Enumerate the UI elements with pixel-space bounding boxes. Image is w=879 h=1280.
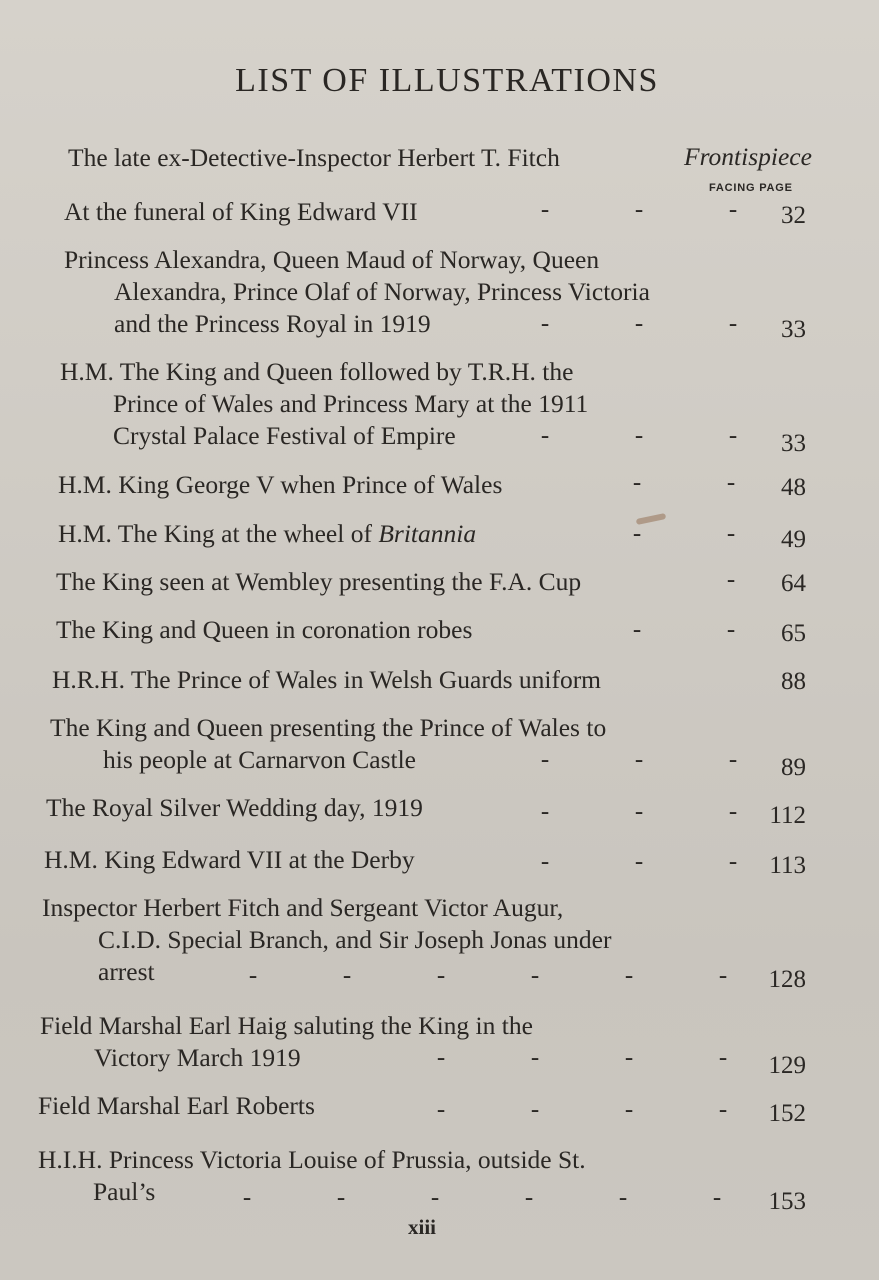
leader-dashes: - - - [540,798,738,825]
page-title: LIST OF ILLUSTRATIONS [235,62,659,99]
list-item: H.M. King Edward VII at the Derby [44,845,415,874]
folio-number: xiii [407,1215,436,1239]
leader-dashes: - - - - [436,1044,728,1071]
page-number: 33 [781,316,806,343]
leader-dashes: - - - - - - [242,1184,722,1211]
list-item: Princess Alexandra, Queen Maud of Norway, Queen Alexandra, Prince Olaf of Norway, Princess Victoria and the Princess Royal in 1919 [64,245,650,338]
page-number: 32 [781,202,806,229]
page-number: 89 [781,754,806,781]
list-item: H.R.H. The Prince of Wales in Welsh Guards uniform [52,665,602,694]
page-number: 88 [781,668,806,695]
list-item: The Royal Silver Wedding day, 1919 [46,793,423,822]
page-number: 65 [781,620,806,647]
list-item: The King and Queen in coronation robes [56,615,473,644]
list-item: Field Marshal Earl Haig saluting the King in the Victory March 1919 [40,1011,533,1072]
page-number: 152 [768,1100,806,1127]
leader-dashes: - [726,566,736,593]
list-item: The King and Queen presenting the Prince of Wales to his people at Carnarvon Castle [50,713,607,774]
leader-dashes: - - - [540,746,738,773]
page-number: 48 [781,474,806,501]
leader-dashes: - - - [540,848,738,875]
list-item: At the funeral of King Edward VII [64,197,418,226]
leader-dashes: - - - - - - [248,962,728,989]
page-number: 112 [769,802,806,829]
leader-dashes: - - - [540,422,738,449]
page-number: 128 [768,966,806,993]
facing-page-label: FACING PAGE [709,182,793,194]
leader-dashes: - - - - [436,1096,728,1123]
list-item: The King seen at Wembley presenting the F.A. Cup [56,567,582,596]
page-number: 153 [768,1188,806,1215]
frontispiece-caption: The late ex-Detective-Inspector Herbert T. Fitch [68,143,560,172]
list-item: Inspector Herbert Fitch and Sergeant Victor Augur, C.I.D. Special Branch, and Sir Joseph Jonas under arrest [42,893,612,986]
leader-dashes: - - - [540,310,738,337]
list-item: H.I.H. Princess Victoria Louise of Prussia, outside St. Paul’s [38,1145,586,1206]
page-number: 113 [769,852,806,879]
list-item: H.M. The King and Queen followed by T.R.H. the Prince of Wales and Princess Mary at the 1911 Crystal Palace Festival of Empire [60,357,589,450]
page-number: 49 [781,526,806,553]
leader-dashes: - - - [540,196,738,223]
leader-dashes: - - [632,616,736,643]
page-number: 33 [781,430,806,457]
list-item: H.M. The King at the wheel of Britannia [58,519,477,548]
leader-dashes: - - [632,469,736,496]
page-number: 64 [781,570,806,597]
list-item: Field Marshal Earl Roberts [38,1091,315,1120]
page-number: 129 [768,1052,806,1079]
leader-dashes: - - [632,520,736,547]
frontispiece-label: Frontispiece [684,142,812,171]
list-item: H.M. King George V when Prince of Wales [58,470,503,499]
